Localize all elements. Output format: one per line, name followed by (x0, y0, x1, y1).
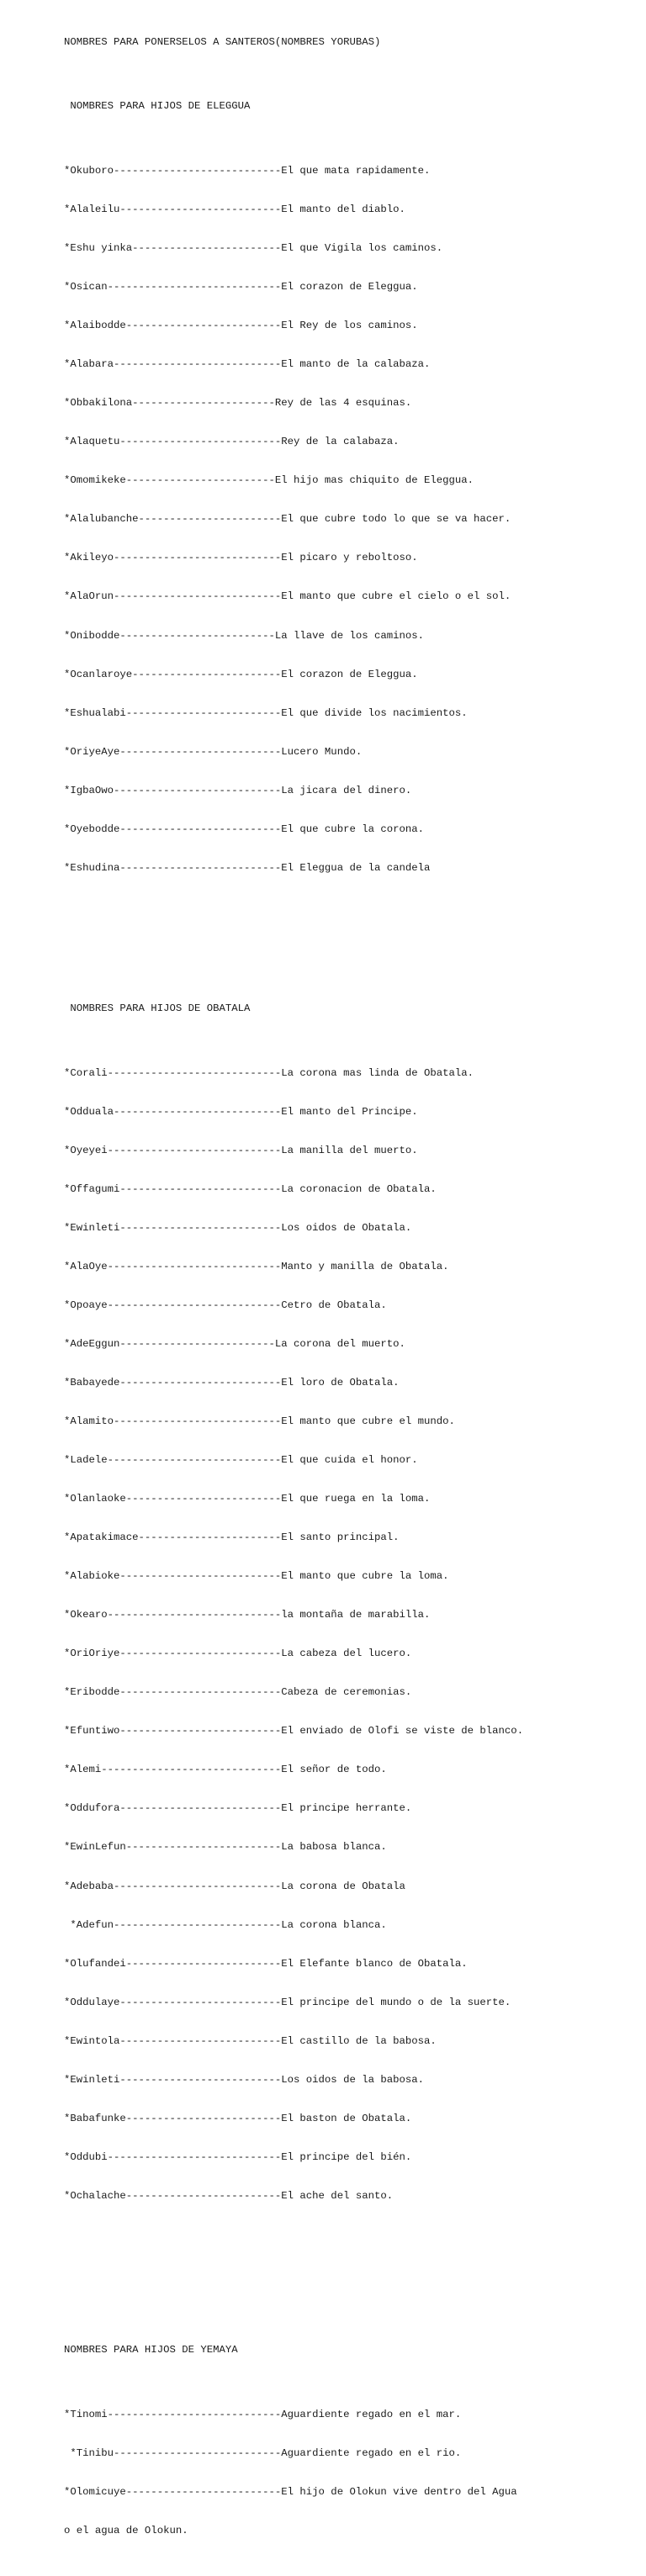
list-item: *Obbakilona-----------------------Rey de las 4 esquinas. (64, 397, 412, 410)
list-item: *EwinLefun-------------------------La babosa blanca. (64, 1841, 387, 1854)
list-item: *Adebaba---------------------------La corona de Obatala (64, 1880, 405, 1892)
list-item: *Corali----------------------------La corona mas linda de Obatala. (64, 1066, 474, 1079)
list-item: *Eshualabi-------------------------El que divide los nacimientos. (64, 706, 468, 719)
list-item: *Alabara---------------------------El manto de la calabaza. (64, 358, 431, 371)
list-item: *Oyebodde--------------------------El que cubre la corona. (64, 823, 425, 835)
list-item: *Opoaye----------------------------Cetro de Obatala. (64, 1299, 387, 1312)
list-item: *Alaquetu--------------------------Rey de la calabaza. (64, 436, 400, 448)
list-item: *Eshu yinka------------------------El que Vigila los caminos. (64, 242, 443, 255)
list-item: *Oddulaye--------------------------El principe del mundo o de la suerte. (64, 1996, 511, 2008)
list-item: *OriyeAye--------------------------Lucero Mundo. (64, 745, 363, 758)
section-spacer (64, 939, 636, 951)
list-item: *Alalubanche-----------------------El que cubre todo lo que se va hacer. (64, 513, 511, 526)
document-title: NOMBRES PARA PONERSELOS A SANTEROS(NOMBRES YORUBAS) (64, 35, 381, 48)
list-item: *AlaOrun---------------------------El manto que cubre el cielo o el sol. (64, 590, 511, 603)
list-item: *Tinibu---------------------------Aguardiente regado en el rio. (64, 2446, 462, 2459)
list-item: *Olomicuye-------------------------El hijo de Olokun vive dentro del Agua (64, 2485, 517, 2498)
list-item: *Okuboro---------------------------El que mata rapidamente. (64, 165, 431, 177)
eleggua-name-list (64, 139, 636, 900)
list-item: *Ewinleti--------------------------Los oidos de Obatala. (64, 1221, 412, 1234)
list-item: *Ocanlaroye------------------------El corazon de Eleggua. (64, 668, 418, 680)
list-item: *Eshudina--------------------------El Eleggua de la candela (64, 861, 431, 874)
list-item: *Babayede--------------------------El loro de Obatala. (64, 1377, 400, 1389)
section-heading-eleggua: NOMBRES PARA HIJOS DE ELEGGUA (64, 100, 251, 113)
list-item: *Alaibodde-------------------------El Rey de los caminos. (64, 320, 418, 332)
list-item: *IgbaOwo---------------------------La jicara del dinero. (64, 784, 412, 796)
list-item: *Alabioke--------------------------El manto que cubre la loma. (64, 1570, 449, 1583)
list-item: *Omomikeke------------------------El hijo mas chiquito de Eleggua. (64, 474, 474, 487)
list-item: *Alemi-----------------------------El señor de todo. (64, 1764, 387, 1776)
list-item: *Oddufora--------------------------El principe herrante. (64, 1802, 412, 1815)
list-item: *Odduala---------------------------El manto del Principe. (64, 1105, 418, 1118)
list-item: *OriOriye--------------------------La cabeza del lucero. (64, 1648, 412, 1660)
list-item: *Olanlaoke-------------------------El que ruega en la loma. (64, 1493, 431, 1505)
list-item: *Ladele----------------------------El que cuida el honor. (64, 1454, 418, 1467)
list-item: *Efuntiwo--------------------------El enviado de Olofi se viste de blanco. (64, 1725, 524, 1738)
list-item: *AlaOye----------------------------Manto y manilla de Obatala. (64, 1261, 449, 1272)
list-item: *Oyeyei----------------------------La manilla del muerto. (64, 1144, 418, 1156)
list-item: *Oddubi----------------------------El principe del bién. (64, 2150, 412, 2163)
list-item: *Eribodde--------------------------Cabeza de ceremonias. (64, 1686, 412, 1699)
document-page (64, 10, 636, 2576)
list-item: *Alamito---------------------------El manto que cubre el mundo. (64, 1415, 455, 1428)
list-item: *Okearo----------------------------la montaña de marabilla. (64, 1609, 431, 1621)
list-item: *Onibodde-------------------------La llave de los caminos. (64, 629, 425, 642)
section-heading-obatala: NOMBRES PARA HIJOS DE OBATALA (64, 1002, 251, 1015)
section-spacer (64, 2267, 636, 2293)
section-heading-yemaya: NOMBRES PARA HIJOS DE YEMAYA (64, 2344, 238, 2356)
obatala-name-list (64, 1041, 636, 2229)
list-item: *Olufandei-------------------------El Elefante blanco de Obatala. (64, 1957, 468, 1970)
list-item: *Apatakimace-----------------------El santo principal. (64, 1531, 400, 1544)
list-item: *Adefun---------------------------La corona blanca. (64, 1918, 387, 1931)
list-item: *Akileyo---------------------------El picaro y reboltoso. (64, 552, 418, 564)
list-item: *Ewinleti--------------------------Los oidos de la babosa. (64, 2073, 425, 2086)
list-item: *Osican----------------------------El corazon de Eleggua. (64, 281, 418, 294)
list-item: *Tinomi----------------------------Aguardiente regado en el mar. (64, 2408, 462, 2420)
yemaya-name-list (64, 2383, 636, 2563)
list-item: *Babafunke-------------------------El baston de Obatala. (64, 2112, 412, 2124)
list-item: *Ochalache-------------------------El ache del santo. (64, 2189, 394, 2202)
list-item: o el agua de Olokun. (64, 2525, 188, 2536)
list-item: *Ewintola--------------------------El castillo de la babosa. (64, 2034, 437, 2047)
list-item: *AdeEggun-------------------------La corona del muerto. (64, 1338, 405, 1351)
list-item: *Alaleilu--------------------------El manto del diablo. (64, 204, 405, 216)
list-item: *Offagumi--------------------------La coronacion de Obatala. (64, 1182, 437, 1195)
